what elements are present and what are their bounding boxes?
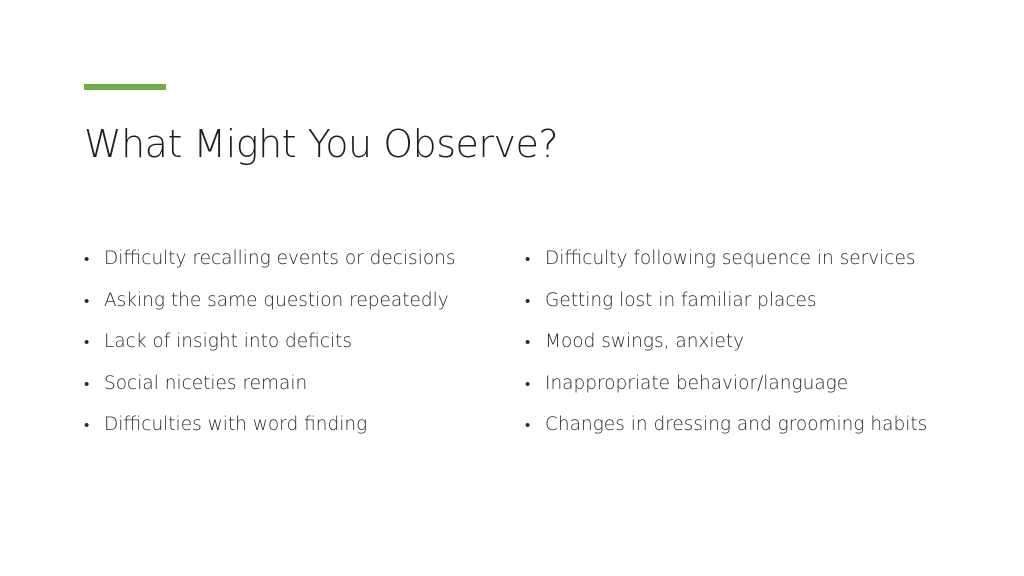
bullet-icon: • [84, 250, 90, 268]
bullet-icon: • [525, 374, 531, 393]
list-item [525, 412, 995, 454]
list-item-text: Mood swings, anxiety [545, 331, 745, 352]
list-item-text: Difficulty recalling events or decisions [104, 248, 456, 269]
right-bullet-list [525, 246, 995, 454]
list-item [84, 412, 504, 454]
list-item [525, 246, 995, 288]
list-item [84, 371, 504, 413]
list-item [84, 246, 504, 288]
bullet-icon: • [84, 333, 90, 351]
list-item [525, 329, 995, 371]
list-item [525, 288, 995, 330]
list-item-text: Lack of insight into deficits [104, 331, 353, 352]
bullet-icon: • [84, 416, 90, 434]
list-item [525, 371, 995, 413]
list-item-text: Difficulty following sequence in services [545, 248, 916, 269]
list-item-text: Getting lost in familiar places [545, 289, 817, 311]
bullet-icon: • [84, 291, 90, 310]
list-item-text: Inappropriate behavior/language [545, 372, 849, 394]
title-accent-bar [84, 84, 166, 90]
bullet-icon: • [525, 333, 531, 351]
list-item-text: Changes in dressing and grooming habits [545, 414, 928, 435]
list-item-text: Social niceties remain [104, 372, 308, 394]
slide-title: What Might You Observe? [84, 122, 559, 166]
list-item-text: Difficulties with word finding [104, 414, 368, 435]
bullet-icon: • [525, 416, 531, 434]
bullet-icon: • [525, 250, 531, 268]
list-item [84, 288, 504, 330]
bullet-icon: • [84, 374, 90, 393]
list-item [84, 329, 504, 371]
left-bullet-list [84, 246, 504, 454]
list-item-text: Asking the same question repeatedly [104, 289, 449, 311]
bullet-icon: • [525, 291, 531, 310]
